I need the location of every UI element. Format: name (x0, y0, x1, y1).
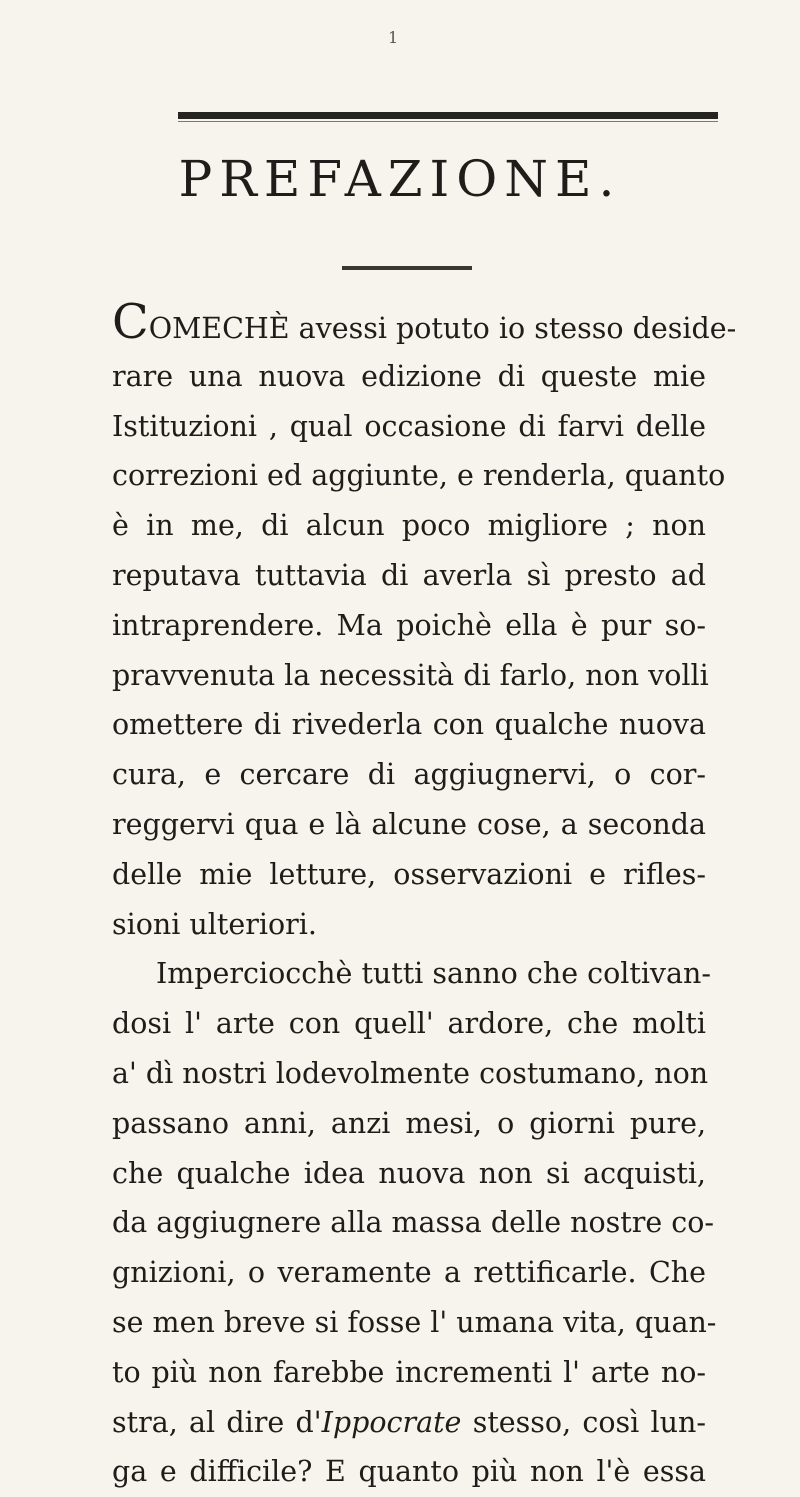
text-line: reggervi qua e là alcune cose, a seconda (112, 807, 706, 841)
text-line: se men breve si fosse l' umana vita, quan- (112, 1305, 717, 1339)
text-line: che qualche idea nuova non si acquisti, (112, 1156, 706, 1190)
text-line: delle mie letture, osservazioni e rifles- (112, 857, 706, 891)
drop-cap: C (112, 294, 149, 350)
text-line-content: stra, al dire d' (112, 1405, 322, 1439)
italic-name: Ippocrate (321, 1405, 462, 1439)
text-line: è in me, di alcun poco migliore ; non (112, 509, 706, 543)
text-line (112, 1398, 706, 1448)
heading-underline-rule (342, 266, 472, 270)
page-number: 1 (388, 28, 399, 47)
top-ornament-rule (178, 112, 718, 119)
text-line: ga e difficile? E quanto più non l'è essa (112, 1455, 706, 1489)
first-word-rest: OMECHÈ (148, 312, 290, 345)
text-line-content: stesso, così lun- (461, 1405, 706, 1439)
text-line: cura, e cercare di aggiugnervi, o cor- (112, 758, 706, 792)
text-line: pravvenuta la necessità di farlo, non volli (112, 658, 709, 692)
body-text (112, 294, 737, 1497)
chapter-heading: PREFAZIONE. (178, 150, 622, 208)
text-line: reputava tuttavia di averla sì presto ad (112, 558, 706, 592)
text-line (112, 294, 737, 352)
text-line: rare una nuova edizione di queste mie (112, 359, 706, 393)
text-line: a' dì nostri lodevolmente costumano, non (112, 1056, 709, 1090)
text-line: da aggiugnere alla massa delle nostre co- (112, 1206, 715, 1240)
top-ornament-thin-rule (178, 121, 718, 122)
text-line: passano anni, anzi mesi, o giorni pure, (112, 1106, 706, 1140)
text-line: gnizioni, o veramente a rettificarle. Che (112, 1256, 706, 1290)
text-line: dosi l' arte con quell' ardore, che molti (112, 1007, 706, 1041)
text-line: intraprendere. Ma poichè ella è pur so- (112, 608, 706, 642)
text-line: correzioni ed aggiunte, e renderla, quanto (112, 459, 726, 493)
text-line: omettere di rivederla con qualche nuova (112, 708, 706, 742)
text-line: Istituzioni , qual occasione di farvi delle (112, 409, 706, 443)
text-line-content: avessi potuto io stesso deside- (289, 312, 737, 345)
text-line: Imperciocchè tutti sanno che coltivan- (156, 957, 712, 991)
text-line: to più non farebbe incrementi l' arte no- (112, 1355, 706, 1389)
text-line: sioni ulteriori. (112, 907, 317, 941)
